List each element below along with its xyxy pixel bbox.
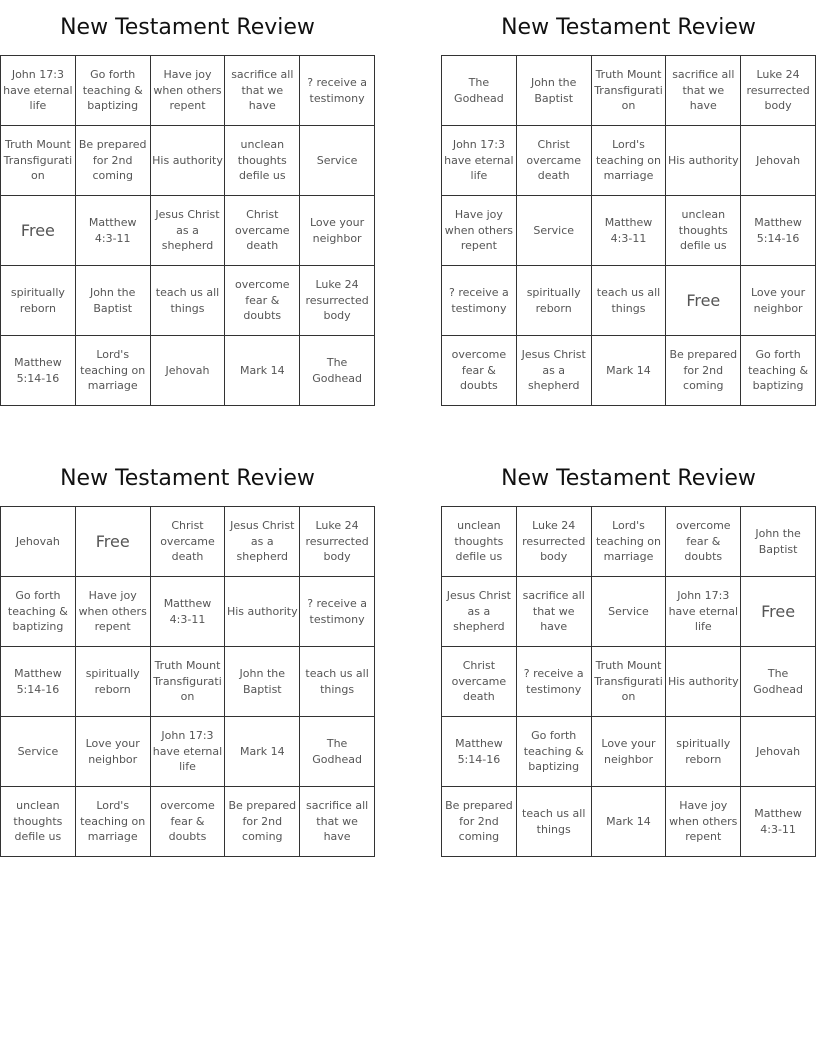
bingo-cell: Jehovah [151,336,226,406]
bingo-cell: ? receive a testimony [442,266,517,336]
bingo-cell: teach us all things [592,266,667,336]
bingo-cell: Have joy when others repent [76,577,151,647]
bingo-cell: Lord's teaching on marriage [592,507,667,577]
bingo-cell: teach us all things [517,787,592,857]
bingo-grid [0,506,375,857]
bingo-cell: Be prepared for 2nd coming [76,126,151,196]
bingo-cell: Mark 14 [225,717,300,787]
bingo-cell: unclean thoughts defile us [1,787,76,857]
free-space-cell: Free [76,507,151,577]
bingo-cell: Be prepared for 2nd coming [442,787,517,857]
bingo-cell: The Godhead [300,336,375,406]
bingo-cell: Be prepared for 2nd coming [225,787,300,857]
bingo-cell: ? receive a testimony [300,56,375,126]
bingo-cell: Luke 24 resurrected body [741,56,816,126]
bingo-cell: His authority [151,126,226,196]
free-space-cell: Free [1,196,76,266]
bingo-cell: Jesus Christ as a shepherd [151,196,226,266]
bingo-cell: Go forth teaching & baptizing [517,717,592,787]
bingo-cell: Mark 14 [592,787,667,857]
bingo-card-2 [441,0,816,406]
bingo-cell: sacrifice all that we have [517,577,592,647]
bingo-cell: ? receive a testimony [517,647,592,717]
bingo-cell: overcome fear & doubts [442,336,517,406]
bingo-cell: spiritually reborn [76,647,151,717]
bingo-cell: John the Baptist [76,266,151,336]
bingo-cell: teach us all things [300,647,375,717]
bingo-cell: The Godhead [741,647,816,717]
bingo-cell: spiritually reborn [1,266,76,336]
bingo-cell: overcome fear & doubts [666,507,741,577]
card-title: New Testament Review [501,15,756,40]
bingo-cell: Lord's teaching on marriage [76,336,151,406]
bingo-cell: Love your neighbor [592,717,667,787]
bingo-cell: sacrifice all that we have [666,56,741,126]
bingo-grid [441,55,816,406]
bingo-cell: Matthew 5:14-16 [442,717,517,787]
bingo-cell: Love your neighbor [300,196,375,266]
bingo-cell: Service [300,126,375,196]
bingo-cell: Love your neighbor [76,717,151,787]
bingo-cell: Love your neighbor [741,266,816,336]
bingo-cell: Matthew 5:14-16 [1,336,76,406]
bingo-cell: Luke 24 resurrected body [517,507,592,577]
bingo-cell: Matthew 4:3-11 [151,577,226,647]
bingo-cell: The Godhead [300,717,375,787]
bingo-cell: John 17:3 have eternal life [151,717,226,787]
bingo-cell: Go forth teaching & baptizing [76,56,151,126]
bingo-cell: Christ overcame death [517,126,592,196]
bingo-cell: Service [1,717,76,787]
bingo-cell: ? receive a testimony [300,577,375,647]
bingo-cell: sacrifice all that we have [225,56,300,126]
bingo-cell: Matthew 5:14-16 [1,647,76,717]
bingo-cell: Jesus Christ as a shepherd [517,336,592,406]
bingo-cell: Matthew 4:3-11 [592,196,667,266]
bingo-cell: Go forth teaching & baptizing [741,336,816,406]
card-title: New Testament Review [60,15,315,40]
bingo-cell: unclean thoughts defile us [225,126,300,196]
bingo-card-4 [441,451,816,857]
card-title: New Testament Review [60,466,315,491]
bingo-cell: Jehovah [1,507,76,577]
bingo-cell: Matthew 4:3-11 [76,196,151,266]
bingo-cell: overcome fear & doubts [151,787,226,857]
bingo-cell: His authority [666,647,741,717]
bingo-cell: Luke 24 resurrected body [300,266,375,336]
bingo-cell: Luke 24 resurrected body [300,507,375,577]
bingo-cell: Truth Mount Transfiguration [592,56,667,126]
bingo-cell: Be prepared for 2nd coming [666,336,741,406]
bingo-cell: John 17:3 have eternal life [1,56,76,126]
bingo-cell: John the Baptist [225,647,300,717]
bingo-cell: Christ overcame death [151,507,226,577]
bingo-card-1 [0,0,375,406]
free-space-cell: Free [666,266,741,336]
bingo-cell: Lord's teaching on marriage [592,126,667,196]
bingo-cell: His authority [225,577,300,647]
bingo-cell: Mark 14 [592,336,667,406]
bingo-cell: His authority [666,126,741,196]
free-space-cell: Free [741,577,816,647]
bingo-cell: Have joy when others repent [442,196,517,266]
bingo-cell: Go forth teaching & baptizing [1,577,76,647]
bingo-cell: Matthew 4:3-11 [741,787,816,857]
bingo-cell: The Godhead [442,56,517,126]
bingo-cell: sacrifice all that we have [300,787,375,857]
bingo-cell: spiritually reborn [666,717,741,787]
bingo-card-3 [0,451,375,857]
bingo-cell: Jehovah [741,717,816,787]
bingo-cell: teach us all things [151,266,226,336]
bingo-cell: Truth Mount Transfiguration [592,647,667,717]
bingo-cell: Jesus Christ as a shepherd [225,507,300,577]
bingo-cell: Matthew 5:14-16 [741,196,816,266]
bingo-cell: Have joy when others repent [666,787,741,857]
bingo-cell: John the Baptist [741,507,816,577]
bingo-cell: Lord's teaching on marriage [76,787,151,857]
bingo-cell: Christ overcame death [225,196,300,266]
bingo-cell: overcome fear & doubts [225,266,300,336]
bingo-cell: unclean thoughts defile us [666,196,741,266]
bingo-grid [0,55,375,406]
bingo-cell: John 17:3 have eternal life [442,126,517,196]
bingo-cell: Truth Mount Transfiguration [1,126,76,196]
bingo-cell: spiritually reborn [517,266,592,336]
bingo-cell: John 17:3 have eternal life [666,577,741,647]
bingo-cell: Jesus Christ as a shepherd [442,577,517,647]
bingo-cell: Truth Mount Transfiguration [151,647,226,717]
bingo-cell: Mark 14 [225,336,300,406]
bingo-cell: Jehovah [741,126,816,196]
bingo-cell: John the Baptist [517,56,592,126]
bingo-cell: Service [517,196,592,266]
bingo-cell: Christ overcame death [442,647,517,717]
bingo-grid [441,506,816,857]
bingo-cell: unclean thoughts defile us [442,507,517,577]
card-title: New Testament Review [501,466,756,491]
bingo-cell: Service [592,577,667,647]
bingo-cell: Have joy when others repent [151,56,226,126]
